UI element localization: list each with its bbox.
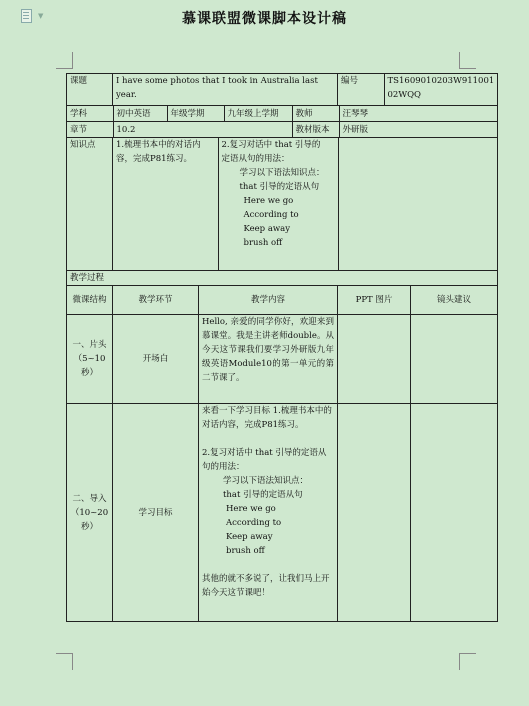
row1-ppt	[338, 315, 411, 404]
table-row	[67, 404, 498, 622]
page-title: 慕课联盟微课脚本设计稿	[182, 11, 347, 27]
knowledge-point-2	[218, 138, 338, 270]
textbook-value: 外研版	[342, 124, 369, 135]
row2-content	[199, 404, 338, 622]
row2-line: 2.复习对话中 that 引导的定语从句的用法：	[202, 448, 327, 472]
crop-mark-bottom-left	[56, 653, 73, 670]
row2-gap	[202, 432, 334, 446]
header-stage: 教学环节	[113, 286, 199, 315]
teacher-value: 汪琴琴	[342, 108, 369, 119]
row2-line: 学习以下语法知识点：	[223, 476, 309, 486]
crop-mark-bottom-right	[459, 653, 476, 670]
row1-content: Hello, 亲爱的同学你好，欢迎来到慕课堂。我是主讲老师double。从今天这节课我们要学习外研版九年级英语Module10的第一单元的第二节课了。	[199, 315, 338, 404]
knowledge-2-line: brush off	[243, 238, 283, 248]
teacher-label: 教师	[292, 106, 339, 121]
knowledge-2-line: Keep away	[243, 224, 291, 234]
code-value: TS1609010203W911001 02WQQ	[387, 76, 495, 100]
row2-line: Here we go	[226, 504, 276, 514]
row2-line: 其他的就不多说了，让我们马上开始今天这节课吧！	[202, 574, 330, 598]
row1-stage: 开场白	[113, 315, 199, 404]
chapter-label: 章节	[67, 122, 113, 137]
grade-value: 九年级上学期	[224, 106, 292, 121]
process-label: 教学过程	[67, 271, 498, 286]
chapter-row	[67, 122, 498, 138]
row2-line: 来看一下学习目标 1.梳理书本中的对话内容，完成P81练习。	[202, 406, 332, 430]
script-table	[66, 73, 498, 622]
row2-ppt	[338, 404, 411, 622]
header-content: 教学内容	[199, 286, 338, 315]
subject-label: 学科	[67, 106, 113, 121]
row2-structure: 二、导入（10~20秒）	[67, 404, 113, 622]
row1-camera	[411, 315, 498, 404]
knowledge-2-line: 2.复习对话中 that 引导的	[221, 140, 321, 150]
row1-structure: 一、片头（5~10秒）	[67, 315, 113, 404]
knowledge-2-line: According to	[243, 210, 299, 220]
header-camera: 镜头建议	[411, 286, 498, 315]
row2-camera	[411, 404, 498, 622]
crop-mark-top-left	[56, 52, 73, 69]
knowledge-cell	[113, 138, 498, 271]
table-row	[67, 315, 498, 404]
row2-line: brush off	[226, 546, 265, 556]
subject-value: 初中英语	[113, 106, 167, 121]
knowledge-point-1: 1.梳理书本中的对话内容，完成P81练习。	[113, 138, 218, 270]
chapter-value: 10.2	[113, 122, 292, 137]
row2-line: Keep away	[226, 532, 273, 542]
code-cell	[338, 74, 498, 106]
topic-label: 课题	[67, 74, 113, 106]
crop-mark-top-right	[459, 52, 476, 69]
knowledge-2-line: 定语从句的用法：	[221, 154, 290, 164]
grade-label: 年级学期	[167, 106, 224, 121]
textbook-label: 教材版本	[292, 122, 339, 137]
row2-gap	[202, 558, 334, 572]
knowledge-2-line: that 引导的定语从句	[239, 182, 320, 192]
topic-value: I have some photos that I took in Australia last year.	[113, 74, 338, 106]
knowledge-2-line: Here we go	[243, 196, 294, 206]
code-label: 编号	[338, 74, 384, 105]
knowledge-2-line: 学习以下语法知识点：	[239, 168, 325, 178]
knowledge-label: 知识点	[67, 138, 113, 271]
knowledge-point-3	[338, 138, 497, 270]
row2-line: that 引导的定语从句	[223, 490, 303, 500]
header-ppt: PPT 图片	[338, 286, 411, 315]
header-structure: 微课结构	[67, 286, 113, 315]
chevron-down-icon[interactable]: ▼	[38, 12, 44, 20]
row2-line: According to	[226, 518, 282, 528]
row2-stage: 学习目标	[113, 404, 199, 622]
subject-row	[67, 106, 498, 122]
